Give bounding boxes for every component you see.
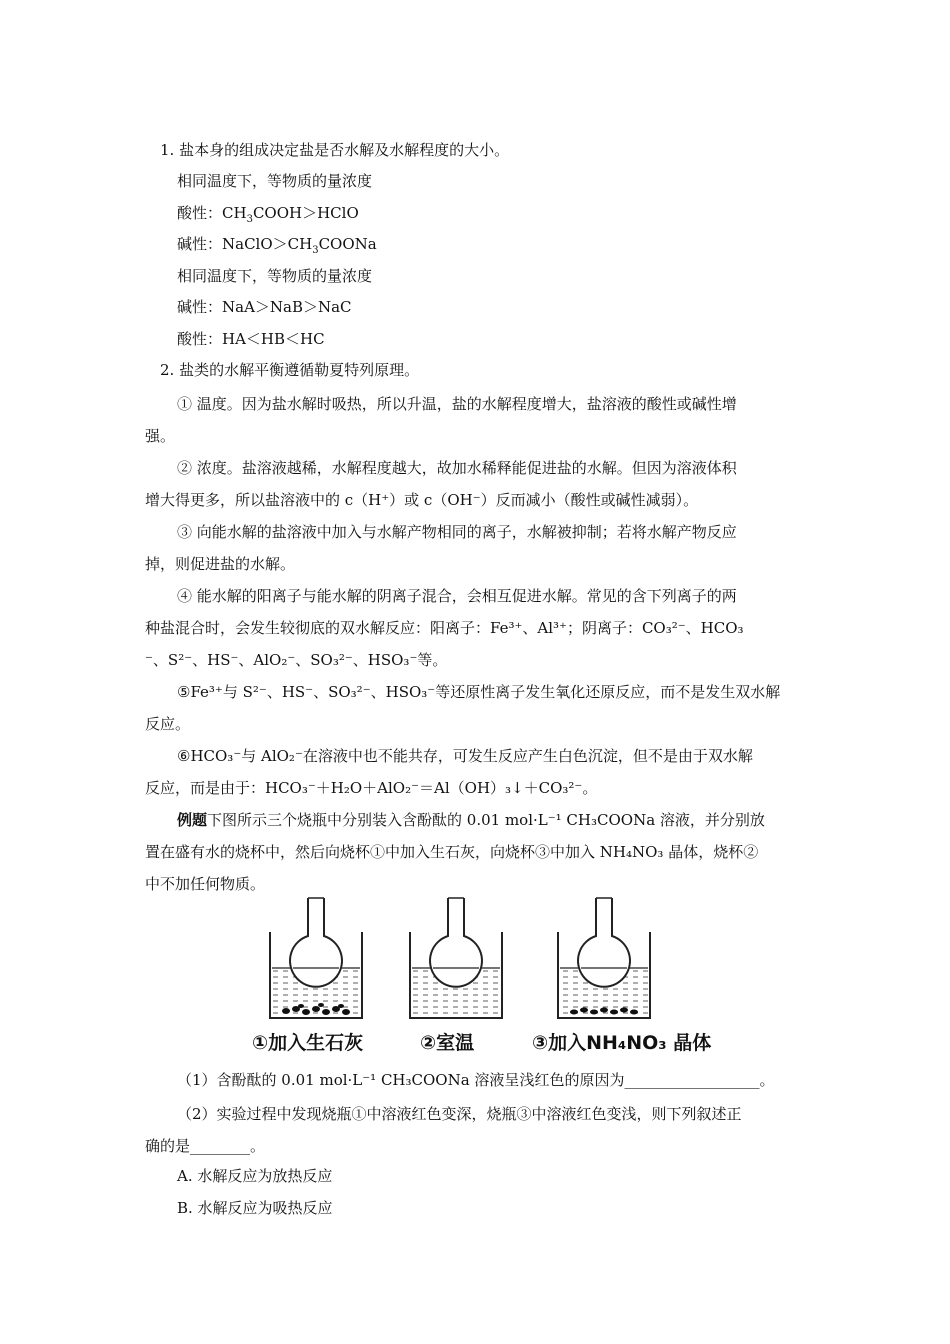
beaker-1 [270, 898, 362, 1018]
option-b: B. 水解反应为吸热反应 [177, 1199, 333, 1217]
paragraph-4: 种盐混合时，会发生较彻底的双水解反应：阳离子：Fe³⁺、Al³⁺；阴离子：CO₃²⁻、HCO₃ [145, 619, 744, 637]
caption-beaker-3: ③加入NH₄NO₃ 晶体 [532, 1032, 712, 1054]
paragraph-6: ⑥HCO₃⁻与 AlO₂⁻在溶液中也不能共存，可发生反应产生白色沉淀，但不是由于双水解 [177, 747, 753, 765]
paragraph-1: ① 温度。因为盐水解时吸热，所以升温，盐的水解程度增大，盐溶液的酸性或碱性增 [177, 395, 737, 413]
question-1: （1）含酚酞的 0.01 mol·L⁻¹ CH₃COONa 溶液呈浅红色的原因为__________________。 [177, 1071, 775, 1089]
paragraph-4: ⁻、S²⁻、HS⁻、AlO₂⁻、SO₃²⁻、HSO₃⁻等。 [145, 651, 448, 669]
paragraph-3: 掉，则促进盐的水解。 [145, 555, 296, 573]
example-paragraph: 例题下图所示三个烧瓶中分别装入含酚酞的 0.01 mol·L⁻¹ CH₃COONa 溶液，并分别放 [177, 811, 765, 829]
example-paragraph: 中不加任何物质。 [145, 875, 266, 893]
item-1-heading: 1. 盐本身的组成决定盐是否水解及水解程度的大小。 [160, 141, 510, 159]
paragraph-1: 强。 [145, 427, 176, 445]
caption-beaker-1: ①加入生石灰 [252, 1032, 364, 1054]
paragraph-5: ⑤Fe³⁺与 S²⁻、HS⁻、SO₃²⁻、HSO₃⁻等还原性离子发生氧化还原反应，而不是发生双水解 [177, 683, 781, 701]
beaker-2 [410, 898, 502, 1018]
question-2: 确的是________。 [145, 1137, 266, 1155]
item-2-heading: 2. 盐类的水解平衡遵循勒夏特列原理。 [160, 361, 420, 379]
text-line: 相同温度下，等物质的量浓度 [177, 172, 373, 190]
beaker-3 [558, 898, 650, 1018]
basicity-line: 碱性：NaA＞NaB＞NaC [177, 298, 352, 316]
paragraph-4: ④ 能水解的阳离子与能水解的阴离子混合，会相互促进水解。常见的含下列离子的两 [177, 587, 737, 605]
paragraph-3: ③ 向能水解的盐溶液中加入与水解产物相同的离子，水解被抑制；若将水解产物反应 [177, 523, 737, 541]
paragraph-2: 增大得更多，所以盐溶液中的 c（H⁺）或 c（OH⁻）反而减小（酸性或碱性减弱）。 [145, 491, 699, 509]
paragraph-6: 反应，而是由于：HCO₃⁻＋H₂O＋AlO₂⁻＝Al（OH）₃↓＋CO₃²⁻。 [145, 779, 598, 797]
paragraph-2: ② 浓度。盐溶液越稀，水解程度越大，故加水稀释能促进盐的水解。但因为溶液体积 [177, 459, 737, 477]
acidity-line: 酸性：HA＜HB＜HC [177, 330, 325, 348]
example-label: 例题 [177, 811, 208, 829]
example-paragraph: 置在盛有水的烧杯中，然后向烧杯①中加入生石灰，向烧杯③中加入 NH₄NO₃ 晶体，烧杯② [145, 843, 759, 861]
acidity-line: 酸性：$CH_3COOH>HClO$ [177, 204, 359, 225]
paragraph-5: 反应。 [145, 715, 191, 733]
text-line: 相同温度下，等物质的量浓度 [177, 267, 373, 285]
question-2: （2）实验过程中发现烧瓶①中溶液红色变深，烧瓶③中溶液红色变浅，则下列叙述正 [177, 1105, 742, 1123]
caption-beaker-2: ②室温 [420, 1032, 475, 1054]
basicity-line: 碱性：$NaClO>CH_3COONa$ [177, 235, 377, 256]
option-a: A. 水解反应为放热反应 [177, 1167, 333, 1185]
